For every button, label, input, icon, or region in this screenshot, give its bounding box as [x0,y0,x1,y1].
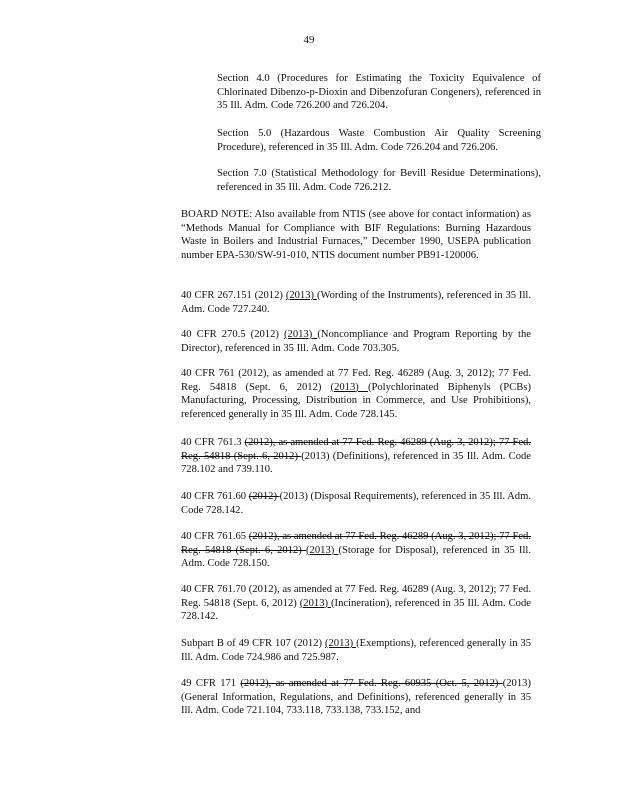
entry-paragraph [181,530,531,571]
entry-paragraph [181,583,531,624]
text-run: (Noncompliance and Program Reporting by the Director), referenced in 35 Ill. Adm. Code 703.305. [181,329,531,354]
text-run: (2013) (Definitions), referenced in 35 Ill. Adm. Code 728.102 and 739.110. [181,450,531,476]
text-run: 40 CFR 761.70 (2012), as amended at 77 Fed. Reg. 46289 (Aug. 3, 2012); 77 Fed. Reg. 54818 (Sept. 6, 2012) [181,584,531,609]
text-run: 40 CFR 267.151 (2012) [181,290,286,301]
text-run: Section 5.0 (Hazardous Waste Combustion Air Quality Screening Procedure), referenced in 35 Ill. Adm. Code 726.204 and 726.206. [217,128,541,153]
cfr-761-70-entry [181,583,531,624]
deleted-text: (2012), as amended at 77 Fed. Reg. 60935 (Oct. 5, 2012) [240,678,503,689]
text-run: Section 4.0 (Procedures for Estimating the Toxicity Equivalence of Chlorinated Dibenzo-p-Dioxin and Dibenzofuran Congeners), referenced in 35 Ill. Adm. Code 726.200 and 726.204. [217,73,541,112]
deleted-text: (2012), as amended at 77 Fed. Reg. 46289 (Aug. 3, 2012); 77 Fed. Reg. 54818 (Sept. 6, 2012) [181,531,531,556]
text-run: (Incineration), referenced in 35 Ill. Adm. Code 728.142. [181,597,531,623]
cfr-49-171-entry [181,677,531,718]
inserted-text: (2013) [330,381,368,393]
text-run: (Exemptions), referenced generally in 35 Ill. Adm. Code 724.986 and 725.987. [181,638,531,663]
text-run: (Wording of the Instruments), referenced in 35 Ill. Adm. Code 727.240. [181,290,531,315]
cfr-761-entry [181,367,531,421]
text-run: 40 CFR 270.5 (2012) [181,329,284,340]
entry-paragraph [181,289,531,316]
inserted-text: (2013) [285,290,317,301]
text-run: 40 CFR 761.60 [181,491,249,502]
cfr-761-3-entry [181,436,531,477]
text-run: 40 CFR 761 (2012), as amended at 77 Fed. Reg. 46289 (Aug. 3, 2012); 77 Fed. Reg. 54818 (Sept. 6, 2012) [181,368,531,393]
cfr-761-65-entry [181,530,531,571]
text-run: Section 7.0 (Statistical Methodology for Bevill Residue Determinations), referenced in 35 Ill. Adm. Code 726.212. [217,168,541,193]
page-number: 49 [303,34,315,46]
text-run: BOARD NOTE: Also available from NTIS (see above for contact information) as “Methods Manual for Compliance with BIF Regulations: Burning Hazardous Waste in Boilers and Industrial Furnaces,” December 1990, USEPA publication number EPA-530/SW-91-010, NTIS document number PB91-120006. [181,209,531,261]
deleted-text: (2012) [248,491,280,502]
inserted-text: (2013) [299,597,332,609]
entry-paragraph [181,436,531,477]
subpart-b-49-cfr-107-entry [181,637,531,664]
entry-paragraph [181,677,531,718]
text-run: (2013) (General Information, Regulations, and Definitions), referenced generally in 35 Ill. Adm. Code 721.104, 733.118, 733.138, 733.152, and [181,678,531,717]
inserted-text: (2013) [324,638,357,649]
text-run: Subpart B of 49 CFR 107 (2012) [181,638,325,649]
section-7-0-entry [217,167,541,194]
entry-paragraph [217,127,541,154]
entry-paragraph [217,72,541,113]
text-run: 40 CFR 761.3 [181,437,245,448]
text-run: 40 CFR 761.65 [181,531,249,542]
entry-paragraph [181,328,531,355]
text-run: (2013) (Disposal Requirements), referenced in 35 Ill. Adm. Code 728.142. [181,491,531,516]
board-note-entry [181,208,531,262]
inserted-text: (2013) [284,329,318,340]
entry-paragraph [217,167,541,194]
section-5-0-entry [217,127,541,154]
cfr-761-60-entry [181,490,531,517]
text-run: (Polychlorinated Biphenyls (PCBs) Manufacturing, Processing, Distribution in Commerce, and Use Prohibitions), referenced generally in 35 Ill. Adm. Code 728.145. [181,381,531,420]
text-run: 49 CFR 171 [181,678,241,689]
entry-paragraph [181,490,531,517]
cfr-270-5-entry [181,328,531,355]
deleted-text: (2012), as amended at 77 Fed. Reg. 46289 (Aug. 3, 2012); 77 Fed. Reg. 54818 (Sept. 6, 2012) [181,437,531,462]
text-run: (Storage for Disposal), referenced in 35 Ill. Adm. Code 728.150. [181,544,531,570]
entry-paragraph [181,367,531,421]
entry-paragraph [181,208,531,262]
cfr-267-151-entry [181,289,531,316]
inserted-text: (2013) [306,544,339,556]
section-4-0-entry [217,72,541,113]
entry-paragraph [181,637,531,664]
